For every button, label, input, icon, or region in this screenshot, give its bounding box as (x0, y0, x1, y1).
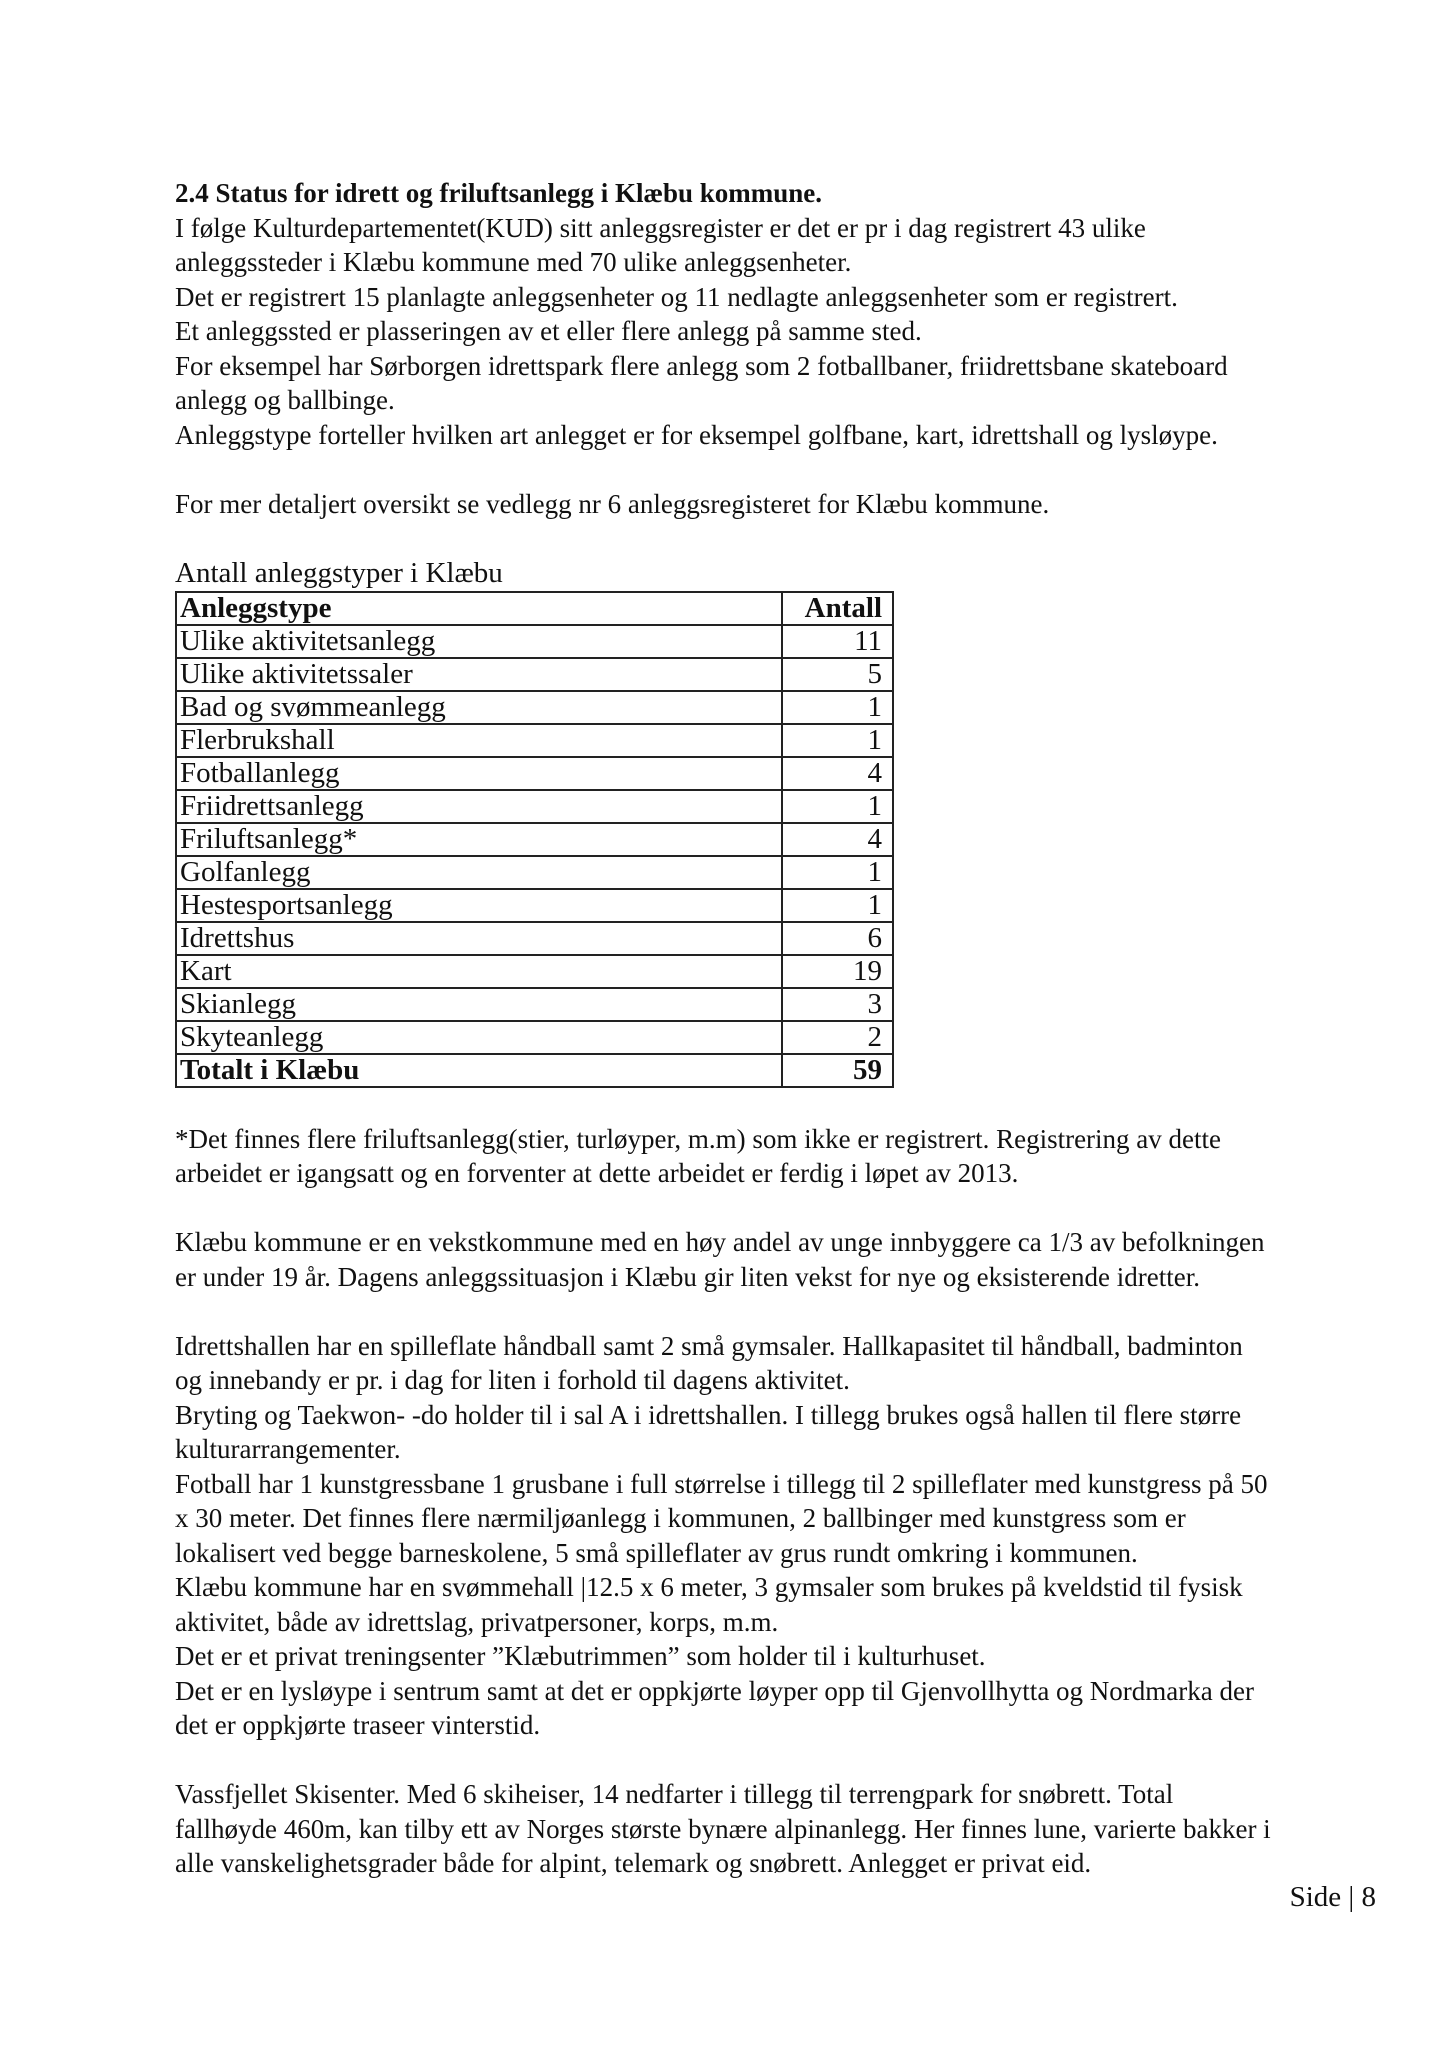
row-type: Ulike aktivitetssaler (176, 658, 782, 691)
growth-line: er under 19 år. Dagens anleggssituasjon i Klæbu gir liten vekst for nye og eksisterende idretter. (175, 1261, 1200, 1292)
header-type: Anleggstype (176, 592, 782, 625)
table-row (176, 1021, 893, 1054)
table-row (176, 691, 893, 724)
table-row (176, 955, 893, 988)
page-number: Side | 8 (1289, 1881, 1376, 1913)
intro-line: I følge Kulturdepartementet(KUD) sitt anleggsregister er det er pr i dag registrert 43 ulike (175, 212, 1146, 243)
spacer (175, 521, 1385, 556)
intro-line: Anleggstype forteller hvilken art anlegget er for eksempel golfbane, kart, idrettshall og lysløype. (175, 419, 1218, 450)
facilities-line: kulturarrangementer. (175, 1434, 401, 1464)
table-row (176, 856, 893, 889)
table-row (176, 922, 893, 955)
row-type: Friluftsanlegg* (176, 823, 782, 856)
row-count: 1 (782, 724, 893, 757)
row-type: Bad og svømmeanlegg (176, 691, 782, 724)
facilities-line: det er oppkjørte traseer vinterstid. (175, 1710, 541, 1740)
table-row (176, 658, 893, 691)
intro-line: For eksempel har Sørborgen idrettspark flere anlegg som 2 fotballbaner, friidrettsbane skateboard (175, 350, 1228, 381)
row-count: 1 (782, 790, 893, 823)
row-count: 11 (782, 625, 893, 658)
row-type: Fotballanlegg (176, 757, 782, 790)
facilities-line: Idrettshallen har en spilleflate håndball samt 2 små gymsaler. Hallkapasitet til håndball, badminton (175, 1330, 1243, 1361)
table-row (176, 889, 893, 922)
row-type: Kart (176, 955, 782, 988)
facilities-line: Fotball har 1 kunstgressbane 1 grusbane i full størrelse i tillegg til 2 spilleflater med kunstgress på 50 (175, 1468, 1268, 1499)
facilities-line: x 30 meter. Det finnes flere nærmiljøanlegg i kommunen, 2 ballbinger med kunstgress som er (175, 1503, 1186, 1533)
table-row (176, 790, 893, 823)
row-count: 1 (782, 856, 893, 889)
row-type: Friidrettsanlegg (176, 790, 782, 823)
row-count: 6 (782, 922, 893, 955)
spacer (175, 452, 1385, 487)
table-row (176, 757, 893, 790)
row-type: Skyteanlegg (176, 1021, 782, 1054)
spacer (175, 1191, 1385, 1226)
table-row (176, 724, 893, 757)
row-type: Skianlegg (176, 988, 782, 1021)
table-row (176, 823, 893, 856)
ski-line: alle vanskelighetsgrader både for alpint, telemark og snøbrett. Anlegget er privat eid. (175, 1848, 1092, 1878)
page-content (175, 176, 1385, 1881)
footnote (175, 1122, 1385, 1191)
row-type: Idrettshus (176, 922, 782, 955)
row-count: 1 (782, 691, 893, 724)
row-count: 2 (782, 1021, 893, 1054)
growth-line: Klæbu kommune er en vekstkommune med en høy andel av unge innbyggere ca 1/3 av befolkningen (175, 1227, 1265, 1257)
row-count: 3 (782, 988, 893, 1021)
ski-line: Vassfjellet Skisenter. Med 6 skiheiser, 14 nedfarter i tillegg til terrengpark for snøbrett. Total (175, 1779, 1174, 1809)
row-type: Ulike aktivitetsanlegg (176, 625, 782, 658)
footnote-line: *Det finnes flere friluftsanlegg(stier, turløyper, m.m) som ikke er registrert. Registrering av dette (175, 1123, 1221, 1154)
table-row (176, 625, 893, 658)
row-count: 1 (782, 889, 893, 922)
facilities-line: og innebandy er pr. i dag for liten i forhold til dagens aktivitet. (175, 1365, 850, 1395)
reference-line: For mer detaljert oversikt se vedlegg nr 6 anleggsregisteret for Klæbu kommune. (175, 488, 1050, 519)
row-count: 5 (782, 658, 893, 691)
intro-line: anlegg og ballbinge. (175, 385, 395, 415)
row-count: 4 (782, 757, 893, 790)
facilities-line: Klæbu kommune har en svømmehall |12.5 x 6 meter, 3 gymsaler som brukes på kveldstid til fysisk (175, 1572, 1243, 1602)
table-row (176, 988, 893, 1021)
spacer (175, 1743, 1385, 1778)
facilities-line: lokalisert ved begge barneskolene, 5 små spilleflater av grus rundt omkring i kommunen. (175, 1537, 1138, 1568)
footnote-line: arbeidet er igangsatt og en forventer at dette arbeidet er ferdig i løpet av 2013. (175, 1158, 1019, 1188)
table-header-row (176, 592, 893, 625)
row-type: Flerbrukshall (176, 724, 782, 757)
row-count: 4 (782, 823, 893, 856)
row-count: 19 (782, 955, 893, 988)
facilities-line: Det er et privat treningsenter ”Klæbutrimmen” som holder til i kulturhuset. (175, 1641, 986, 1671)
facilities-line: aktivitet, både av idrettslag, privatpersoner, korps, m.m. (175, 1606, 779, 1637)
row-type: Hestesportsanlegg (176, 889, 782, 922)
facilities-line: Det er en lysløype i sentrum samt at det er oppkjørte løyper opp til Gjenvollhytta og Nordmarka der (175, 1675, 1254, 1706)
intro-line: Det er registrert 15 planlagte anleggsenheter og 11 nedlagte anleggsenheter som er registrert. (175, 281, 1178, 312)
table-caption: Antall anleggstyper i Klæbu (175, 556, 503, 589)
intro-line: Et anleggssted er plasseringen av et eller flere anlegg på samme sted. (175, 316, 922, 346)
intro-line: anleggssteder i Klæbu kommune med 70 ulike anleggsenheter. (175, 247, 852, 277)
facility-types-table (175, 591, 894, 1088)
spacer (175, 1294, 1385, 1329)
header-count: Antall (782, 592, 893, 625)
row-type: Golfanlegg (176, 856, 782, 889)
ski-line: fallhøyde 460m, kan tilby ett av Norges største bynære alpinanlegg. Her finnes lune, varierte bakker i (175, 1813, 1271, 1844)
table-total-row (176, 1054, 893, 1087)
facilities-line: Bryting og Taekwon- -do holder til i sal A i idrettshallen. I tillegg brukes også hallen til flere større (175, 1399, 1242, 1430)
total-label: Totalt i Klæbu (176, 1054, 782, 1087)
section-heading: 2.4 Status for idrett og friluftsanlegg i Klæbu kommune. (175, 178, 823, 208)
total-count: 59 (782, 1054, 893, 1087)
